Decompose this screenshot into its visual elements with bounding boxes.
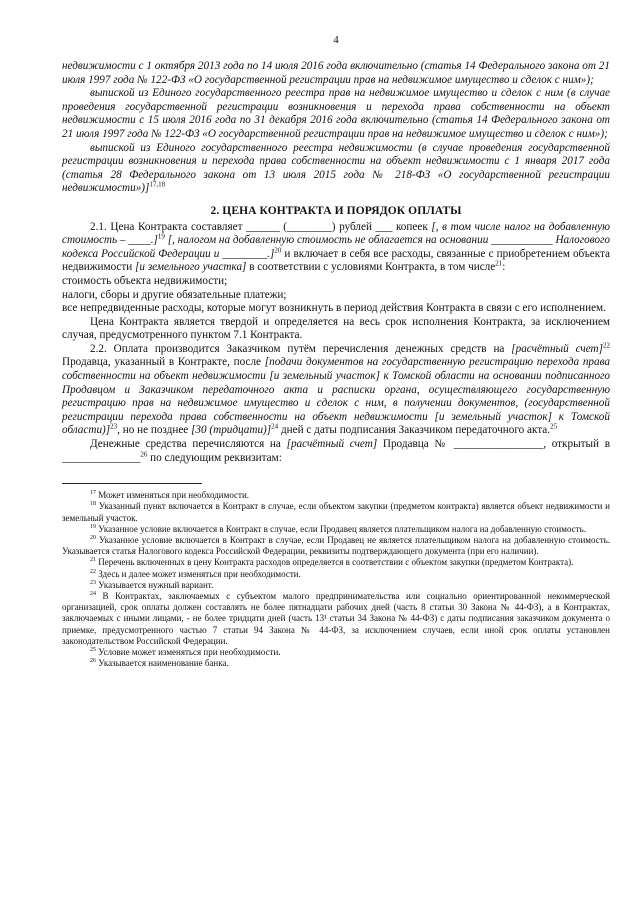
paragraph-top-1: недвижимости с 1 октября 2013 года по 14 июля 2016 года включительно (статья 14 Федерального закона от 21 июля 1997 года № 122-ФЗ «О государственной регистрации прав на недвижимое имущество и сделок с ним»);	[62, 60, 610, 86]
footnote: $^{26}$ Указывается наименование банка.	[90, 658, 229, 669]
footnote: $^{24}$ В Контрактах, заключаемых с субъектом малого предпринимательства или социально ориентированной некоммерческой организацией, срок оплаты должен составлять не более пятнадцати рабочих дней (часть 8 статьи 30 Закона № 44-ФЗ), а в Контрактах, заключаемых с иными лицами, - не более тридцати дней (часть 13¹ статьи 34 Закона № 44-ФЗ) с даты подписания заказчиком документа о приемке, предусмотренного частью 7 статьи 94 Закона № 44-ФЗ, за исключением случаев, если иной срок оплаты установлен законодательством Российской Федерации.	[62, 591, 610, 646]
footnote: $^{17}$ Может изменяться при необходимости.	[90, 490, 250, 501]
section-title: 2. ЦЕНА КОНТРАКТА И ПОРЯДОК ОПЛАТЫ	[210, 204, 462, 217]
footnote: $^{19}$ Указанное условие включается в Контракт в случае, если Продавец является плательщиком налога на добавленную стоимость.	[90, 523, 586, 534]
footnote-ref: 19	[157, 232, 165, 241]
footnote-ref: 21	[495, 259, 503, 268]
footnote-ref: 22	[603, 341, 610, 350]
footnote-separator	[62, 483, 202, 484]
paragraph-funds: Денежные средства перечисляются на [расчётный счет] Продавца № ________________, открытый в ______________$^{26}$ по следующим реквизитам:	[62, 438, 610, 464]
footnote: $^{21}$ Перечень включенных в цену Контракта расходов определяется в соответствии с объектом закупки (предметом Контракта).	[90, 557, 574, 568]
footnote: $^{18}$ Указанный пункт включается в Контракт в случае, если объектом закупки (предметом контракта) является объект недвижимости и земельный участок.	[62, 501, 610, 523]
footnotes	[62, 490, 610, 669]
paragraph-top-2: выпиской из Единого государственного реестра прав на недвижимое имущество и сделок с ним (в случае проведения государственной регистрации возникновения и перехода права собственности на объект недвижимости с 15 июля 2016 года по 31 декабря 2016 года включительно (статья 14 Федерального закона от 21 июля 1997 года № 122-ФЗ «О государственной регистрации прав на недвижимое имущество и сделок с ним»);	[62, 87, 610, 140]
footnote-ref: 20	[274, 245, 282, 254]
footnote-ref: 24	[271, 422, 279, 431]
footnote: $^{23}$ Указывается нужный вариант.	[90, 579, 214, 590]
footnote: $^{25}$ Условие может изменяться при необходимости.	[90, 647, 281, 658]
document-page	[62, 34, 610, 669]
footnote-ref: 17,18	[149, 180, 166, 189]
paragraph-fixed-price: Цена Контракта является твердой и определяется на весь срок исполнения Контракта, за исключением случая, предусмотренного пунктом 7.1 Контракта.	[62, 315, 610, 342]
footnote-ref: 23	[110, 422, 118, 431]
footnote: $^{22}$ Здесь и далее может изменяться при необходимости.	[90, 568, 301, 579]
list-item: стоимость объекта недвижимости;	[62, 274, 228, 287]
footnote: $^{20}$ Указанное условие включается в Контракт в случае, если Продавец не является плательщиком налога на добавленную стоимость. Указывается статья Налогового кодекса Российской Федерации, реквизиты подтверждающего документа (при его наличии).	[62, 535, 610, 557]
paragraph-2-1: 2.1. Цена Контракта составляет ______ (________) рублей ___ копеек [, в том числе налог на добавленную стоимость – ____.]$^{19}$ [, налогом на добавленную стоимость не облагается на основании ___________ Налогового кодекса Российской Федерации и ________.]$^{20}$ и включает в себя все расходы, связанные с приобретением объекта недвижимости [и земельного участка] в соответствии с условиями Контракта, в том числе$^{21}$:	[62, 220, 610, 274]
page-number: 4	[333, 34, 339, 46]
paragraph-top-3: выпиской из Единого государственного реестра недвижимости (в случае проведения государственной регистрации возникновения и перехода права собственности на объект недвижимости с 1 января 2017 года (статья 28 Федерального закона от 13 июля 2015 года № 218-ФЗ «О государственной регистрации недвижимости»)]$^{17,18}$	[62, 141, 610, 195]
list-item: налоги, сборы и другие обязательные платежи;	[62, 288, 287, 301]
footnote-ref: 25	[550, 422, 558, 431]
paragraph-2-2: 2.2. Оплата производится Заказчиком путём перечисления денежных средств на [расчётный счет]$^{22}$ Продавца, указанный в Контракте, после [подачи документов на государственную регистрацию перехода права собственности на объект недвижимости [и земельный участок] к Томской области на основании подписанного Продавцом и Заказчиком передаточного акта и расписки органа, осуществляющего государственную регистрацию прав на недвижимое имущество и сделок с ним, в получении документов, (государственной регистрации перехода права собственности на объект недвижимости [и земельный участок] к Томской области)]$^{23}$, но не позднее [30 (тридцати)]$^{24}$ дней с даты подписания Заказчиком передаточного акта.$^{25}$	[62, 341, 610, 437]
footnote-ref: 26	[140, 449, 148, 458]
list-item: все непредвиденные расходы, которые могут возникнуть в период действия Контракта в связи с его исполнением.	[62, 302, 606, 315]
document-body	[62, 60, 610, 465]
